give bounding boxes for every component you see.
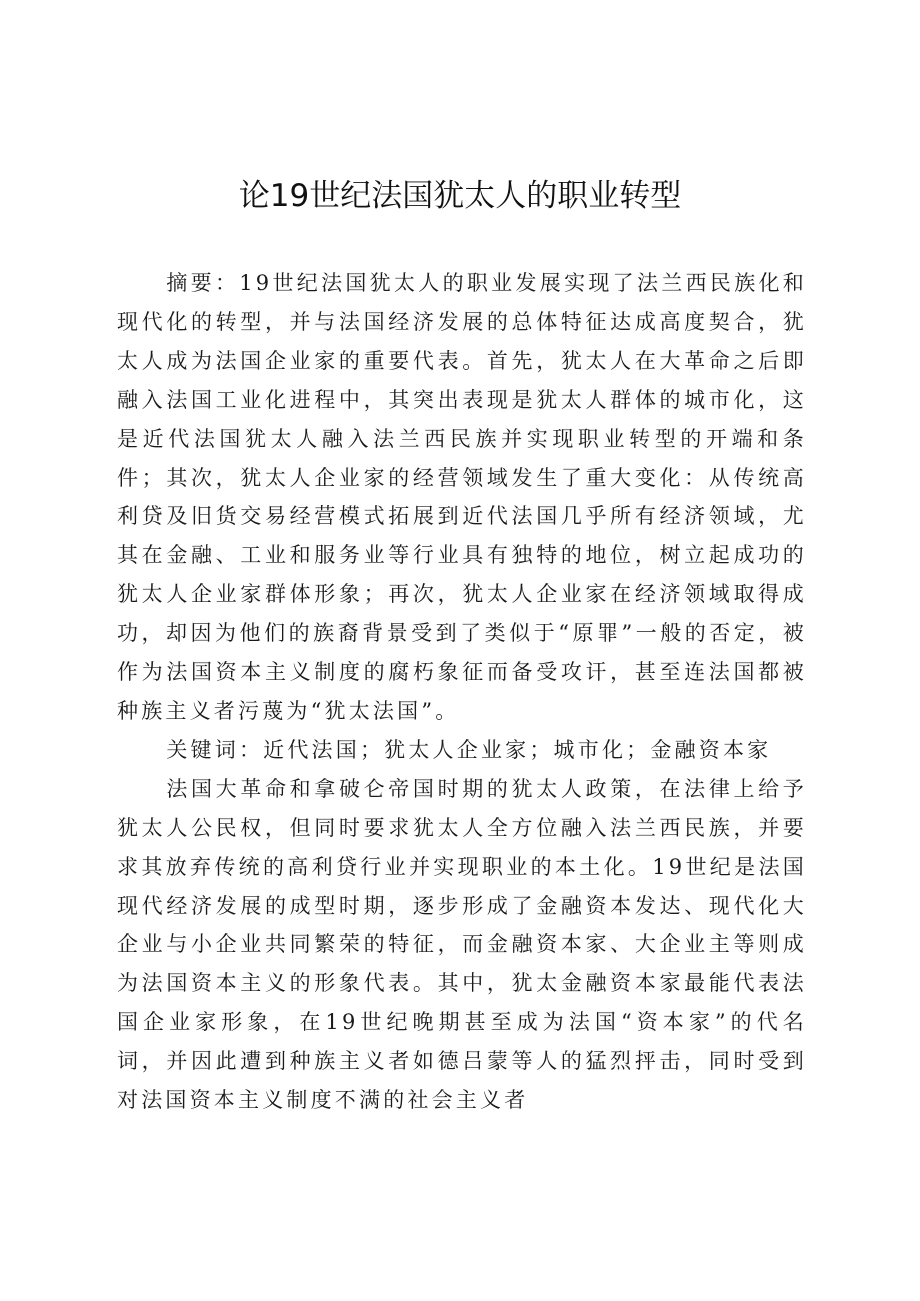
abstract-paragraph: 摘要：19世纪法国犹太人的职业发展实现了法兰西民族化和现代化的转型，并与法国经济发展的总体特征达成高度契合，犹太人成为法国企业家的重要代表。首先，犹太人在大革命之后即融入法国工业化进程中，其突出表现是犹太人群体的城市化，这是近代法国犹太人融入法兰西民族并实现职业转型的开端和条件；其次，犹太人企业家的经营领域发生了重大变化：从传统高利贷及旧货交易经营模式拓展到近代法国几乎所有经济领域，尤其在金融、工业和服务业等行业具有独特的地位，树立起成功的犹太人企业家群体形象；再次，犹太人企业家在经济领域取得成功，却因为他们的族裔背景受到了类似于“原罪”一般的否定，被作为法国资本主义制度的腐朽象征而备受攻讦，甚至连法国都被种族主义者污蔑为“犹太法国”。 (117, 271, 807, 723)
document-title: 论19世纪法国犹太人的职业转型 (238, 178, 682, 214)
body-paragraph: 法国大革命和拿破仑帝国时期的犹太人政策，在法律上给予犹太人公民权，但同时要求犹太人全方位融入法兰西民族，并要求其放弃传统的高利贷行业并实现职业的本土化。19世纪是法国现代经济发展的成型时期，逐步形成了金融资本发达、现代化大企业与小企业共同繁荣的特征，而金融资本家、大企业主等则成为法国资本主义的形象代表。其中，犹太金融资本家最能代表法国企业家形象，在19世纪晚期甚至成为法国“资本家”的代名词，并因此遭到种族主义者如德吕蒙等人的猛烈抨击，同时受到对法国资本主义制度不满的社会主义者 (117, 776, 807, 1113)
keywords-paragraph: 关键词：近代法国；犹太人企业家；城市化；金融资本家 (166, 737, 772, 762)
document-body (117, 264, 807, 1120)
